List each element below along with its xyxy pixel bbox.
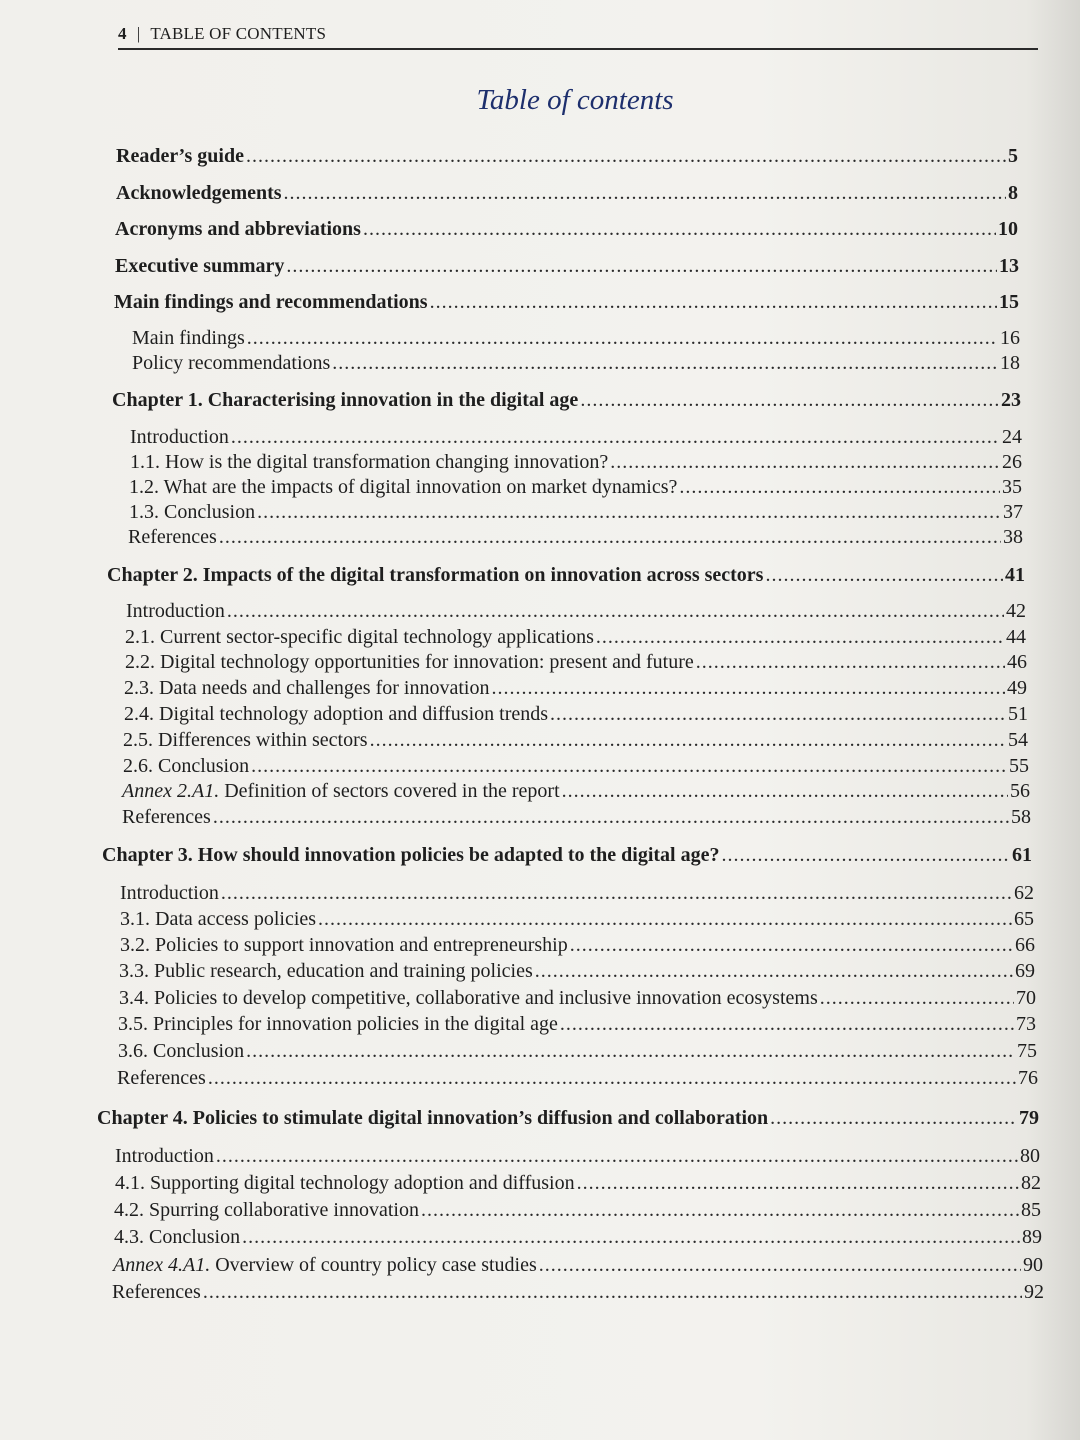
dot-leader — [257, 501, 1001, 524]
dot-leader — [577, 1172, 1019, 1195]
toc-entry[interactable] — [115, 1145, 1040, 1168]
annex-label: Annex 4.A1. — [113, 1254, 211, 1276]
toc-page-number: 24 — [1002, 426, 1022, 448]
toc-entry-label: References — [112, 1281, 201, 1303]
toc-entry[interactable] — [132, 327, 1020, 350]
toc-entry-label: 1.3. Conclusion — [129, 501, 256, 523]
header-divider: | — [136, 24, 141, 43]
toc-entry-label: 1.1. How is the digital transformation changing innovation? — [130, 451, 609, 473]
toc-entry[interactable] — [122, 780, 1030, 803]
toc-entry[interactable] — [119, 987, 1036, 1010]
toc-page-number: 69 — [1015, 960, 1035, 982]
toc-section-entry[interactable] — [112, 389, 1021, 412]
toc-section-entry[interactable] — [115, 218, 1018, 241]
toc-page-number: 75 — [1017, 1040, 1037, 1062]
toc-entry-label: Acknowledgements — [116, 182, 282, 204]
toc-page-number: 13 — [999, 255, 1019, 277]
toc-entry[interactable] — [118, 1040, 1037, 1063]
toc-entry[interactable] — [125, 651, 1027, 674]
dot-leader — [770, 1107, 1017, 1130]
toc-entry-label: 3.1. Data access policies — [120, 908, 317, 930]
toc-page-number: 89 — [1022, 1226, 1042, 1248]
toc-entry-label: 1.2. What are the impacts of digital innovation on market dynamics? — [129, 476, 678, 498]
dot-leader — [562, 780, 1008, 803]
dot-leader — [610, 451, 1000, 474]
toc-entry-label: Introduction — [120, 882, 219, 904]
toc-entry-label: Introduction — [115, 1145, 214, 1167]
dot-leader — [421, 1199, 1019, 1222]
annex-label: Annex 2.A1. — [122, 780, 220, 802]
toc-entry[interactable] — [115, 1172, 1041, 1195]
dot-leader — [721, 844, 1010, 867]
toc-entry-label: 3.2. Policies to support innovation and entrepreneurship — [120, 934, 568, 956]
toc-page-number: 44 — [1006, 626, 1026, 648]
toc-page-number: 41 — [1005, 564, 1025, 586]
dot-leader — [213, 806, 1009, 829]
dot-leader — [550, 703, 1006, 726]
toc-page-number: 49 — [1007, 677, 1027, 699]
dot-leader — [535, 960, 1013, 983]
dot-leader — [284, 182, 1006, 205]
toc-entry[interactable] — [130, 451, 1022, 474]
toc-entry-label: Introduction — [130, 426, 229, 448]
dot-leader — [539, 1254, 1021, 1277]
toc-entry-label: 2.5. Differences within sectors — [123, 729, 368, 751]
toc-entry-label: Main findings — [132, 327, 245, 349]
toc-page-number: 79 — [1019, 1107, 1039, 1129]
toc-page-number: 73 — [1016, 1013, 1036, 1035]
toc-page-number: 23 — [1001, 389, 1021, 411]
dot-leader — [318, 908, 1012, 931]
toc-entry[interactable] — [123, 755, 1029, 778]
dot-leader — [242, 1226, 1020, 1249]
toc-entry[interactable] — [124, 703, 1028, 726]
toc-section-entry[interactable] — [97, 1107, 1039, 1130]
toc-entry[interactable] — [124, 677, 1027, 700]
toc-entry-label: 2.1. Current sector-specific digital technology applications — [125, 626, 594, 648]
dot-leader — [765, 564, 1003, 587]
toc-entry[interactable] — [122, 806, 1031, 829]
toc-page-number: 65 — [1014, 908, 1034, 930]
dot-leader — [580, 389, 999, 412]
dot-leader — [216, 1145, 1018, 1168]
toc-entry-label: 2.3. Data needs and challenges for innovation — [124, 677, 490, 699]
toc-entry-label — [122, 780, 560, 803]
page-number: 4 — [118, 24, 127, 43]
dot-leader — [363, 218, 996, 241]
toc-entry-text: Overview of country policy case studies — [210, 1254, 537, 1276]
toc-entry-label: Acronyms and abbreviations — [115, 218, 361, 240]
toc-entry-label: References — [117, 1067, 206, 1089]
dot-leader — [251, 755, 1007, 778]
toc-entry[interactable] — [128, 526, 1023, 549]
dot-leader — [491, 677, 1005, 700]
toc-page-number: 15 — [999, 291, 1019, 313]
dot-leader — [246, 1040, 1015, 1063]
toc-page-number: 70 — [1016, 987, 1036, 1009]
dot-leader — [570, 934, 1013, 957]
toc-entry[interactable] — [114, 1199, 1041, 1222]
dot-leader — [231, 426, 1000, 449]
toc-entry-text: Definition of sectors covered in the report — [219, 780, 560, 802]
toc-section-entry[interactable] — [107, 564, 1025, 587]
toc-section-entry[interactable] — [114, 291, 1019, 314]
toc-entry-label: 2.4. Digital technology adoption and diffusion trends — [124, 703, 549, 725]
toc-entry-label: 3.5. Principles for innovation policies in the digital age — [118, 1013, 558, 1035]
toc-entry[interactable] — [118, 1013, 1036, 1036]
toc-page-number: 46 — [1007, 651, 1027, 673]
toc-entry-label: References — [122, 806, 211, 828]
toc-page-number: 61 — [1012, 844, 1032, 866]
toc-page-number: 55 — [1009, 755, 1029, 777]
toc-entry[interactable] — [120, 882, 1034, 905]
toc-entry[interactable] — [132, 352, 1020, 375]
toc-entry-label: Executive summary — [115, 255, 285, 277]
dot-leader — [227, 600, 1004, 623]
toc-entry-label: Chapter 2. Impacts of the digital transformation on innovation across sectors — [107, 564, 764, 586]
toc-entry-label: Reader’s guide — [116, 145, 244, 167]
toc-entry[interactable] — [112, 1281, 1044, 1304]
dot-leader — [286, 255, 997, 278]
toc-page-number: 18 — [1000, 352, 1020, 374]
dot-leader — [203, 1281, 1022, 1304]
toc-page-number: 56 — [1010, 780, 1030, 802]
toc-entry-label: 3.3. Public research, education and training policies — [119, 960, 533, 982]
toc-page-number: 35 — [1002, 476, 1022, 498]
toc-page-number: 10 — [998, 218, 1018, 240]
toc-entry-label: Chapter 1. Characterising innovation in the digital age — [112, 389, 579, 411]
header-section: TABLE OF CONTENTS — [150, 24, 327, 43]
toc-section-entry[interactable] — [116, 145, 1018, 168]
toc-entry-label: Main findings and recommendations — [114, 291, 428, 313]
toc-page-number: 82 — [1021, 1172, 1041, 1194]
toc-page-number: 66 — [1015, 934, 1035, 956]
toc-entry[interactable] — [117, 1067, 1038, 1090]
dot-leader — [221, 882, 1012, 905]
toc-entry-label: References — [128, 526, 217, 548]
dot-leader — [596, 626, 1004, 649]
toc-entry-label — [113, 1254, 537, 1277]
toc-page-number: 37 — [1003, 501, 1023, 523]
running-header — [118, 24, 1038, 50]
dot-leader — [679, 476, 1000, 499]
toc-entry-label: Chapter 3. How should innovation policies be adapted to the digital age? — [102, 844, 720, 866]
toc-entry-label: 3.4. Policies to develop competitive, collaborative and inclusive innovation ecosystems — [119, 987, 818, 1009]
toc-page-number: 51 — [1008, 703, 1028, 725]
toc-entry-label: 4.3. Conclusion — [114, 1226, 241, 1248]
toc-entry-label: 2.2. Digital technology opportunities for innovation: present and future — [125, 651, 694, 673]
toc-page-number: 26 — [1002, 451, 1022, 473]
toc-entry[interactable] — [120, 908, 1034, 931]
toc-page-number: 54 — [1008, 729, 1028, 751]
dot-leader — [696, 651, 1005, 674]
toc-page-number: 58 — [1011, 806, 1031, 828]
dot-leader — [332, 352, 998, 375]
toc-entry-label: Chapter 4. Policies to stimulate digital innovation’s diffusion and collaboration — [97, 1107, 769, 1129]
toc-entry[interactable] — [129, 476, 1022, 499]
toc-page-number: 85 — [1021, 1199, 1041, 1221]
toc-entry[interactable] — [125, 626, 1026, 649]
toc-page-number: 62 — [1014, 882, 1034, 904]
dot-leader — [219, 526, 1001, 549]
toc-page-number: 8 — [1008, 182, 1018, 204]
toc-entry-label: 4.2. Spurring collaborative innovation — [114, 1199, 419, 1221]
toc-entry[interactable] — [114, 1226, 1042, 1249]
toc-page-number: 80 — [1020, 1145, 1040, 1167]
dot-leader — [247, 327, 998, 350]
toc-entry[interactable] — [129, 501, 1023, 524]
toc-entry[interactable] — [123, 729, 1028, 752]
page-title: Table of contents — [476, 84, 674, 116]
dot-leader — [560, 1013, 1014, 1036]
toc-page-number: 42 — [1006, 600, 1026, 622]
toc-entry[interactable] — [113, 1254, 1043, 1277]
toc-page-number: 92 — [1024, 1281, 1044, 1303]
dot-leader — [820, 987, 1014, 1010]
dot-leader — [430, 291, 997, 314]
dot-leader — [208, 1067, 1016, 1090]
toc-page-number: 76 — [1018, 1067, 1038, 1089]
toc-entry-label: Policy recommendations — [132, 352, 331, 374]
dot-leader — [370, 729, 1006, 752]
toc-entry[interactable] — [119, 960, 1035, 983]
toc-section-entry[interactable] — [115, 255, 1019, 278]
toc-entry-label: 3.6. Conclusion — [118, 1040, 245, 1062]
toc-page-number: 90 — [1023, 1254, 1043, 1276]
dot-leader — [246, 145, 1006, 168]
toc-page-number: 38 — [1003, 526, 1023, 548]
toc-entry[interactable] — [126, 600, 1026, 623]
toc-entry-label: 4.1. Supporting digital technology adoption and diffusion — [115, 1172, 575, 1194]
toc-section-entry[interactable] — [102, 844, 1032, 867]
toc-entry-label: Introduction — [126, 600, 225, 622]
toc-section-entry[interactable] — [116, 182, 1018, 205]
toc-page-number: 16 — [1000, 327, 1020, 349]
toc-page-number: 5 — [1008, 145, 1018, 167]
toc-entry-label: 2.6. Conclusion — [123, 755, 250, 777]
toc-entry[interactable] — [120, 934, 1035, 957]
toc-entry[interactable] — [130, 426, 1022, 449]
